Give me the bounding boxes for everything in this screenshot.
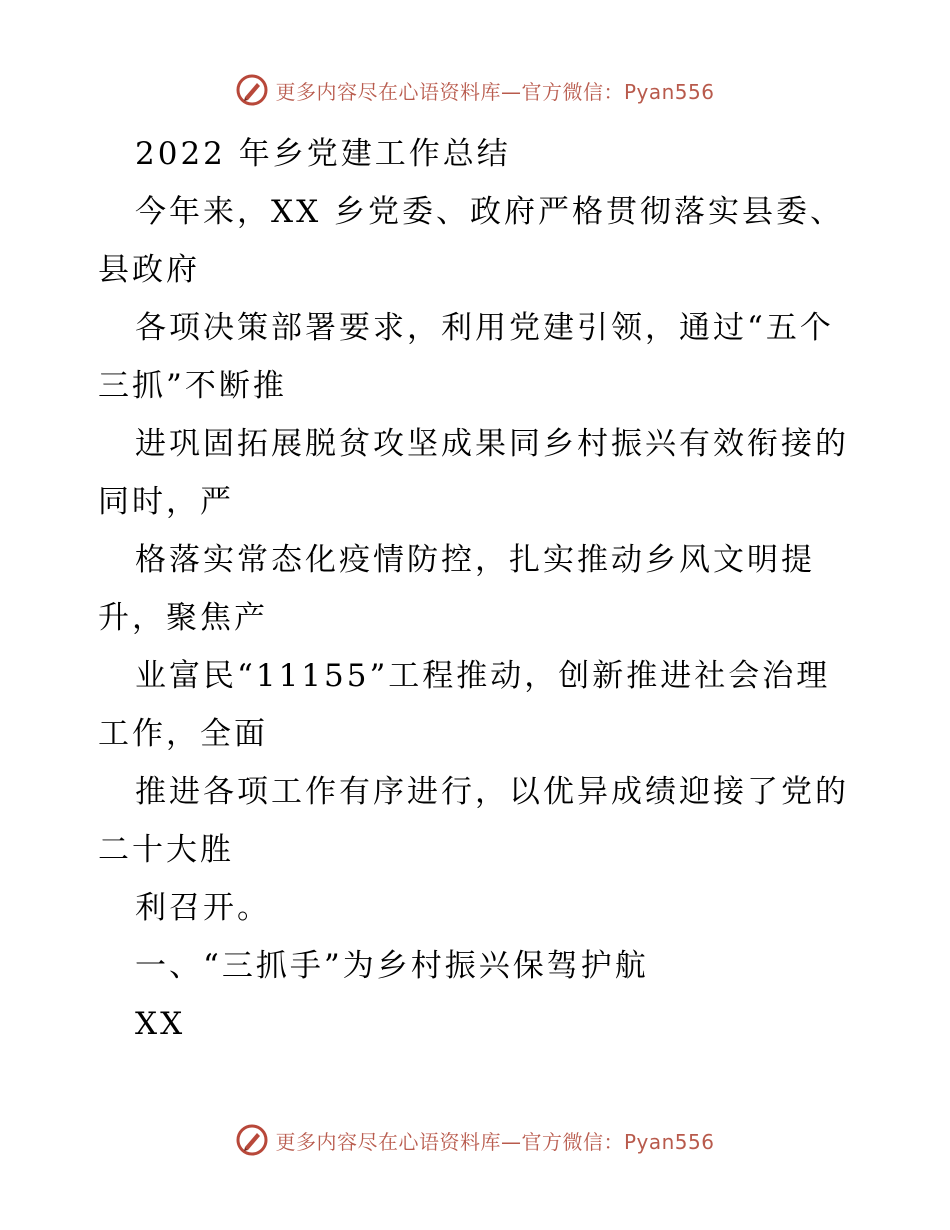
watermark-text: 更多内容尽在心语资料库—官方微信：Pyan556 bbox=[275, 1129, 715, 1154]
pen-logo-icon bbox=[235, 73, 269, 107]
text-line: 工作，全面 bbox=[98, 716, 268, 752]
document-title: 2022 年乡党建工作总结 bbox=[135, 136, 511, 172]
text-line: 进巩固拓展脱贫攻坚成果同乡村振兴有效衔接的 bbox=[135, 426, 849, 462]
document-body bbox=[98, 125, 858, 1053]
text-line: 今年来，XX 乡党委、政府严格贯彻落实县委、 bbox=[135, 194, 844, 230]
text-line: 升，聚焦产 bbox=[98, 600, 268, 636]
text-line: 县政府 bbox=[98, 252, 200, 288]
text-line: 业富民“11155”工程推动，创新推进社会治理 bbox=[135, 658, 831, 694]
text-line: 一、“三抓手”为乡村振兴保驾护航 bbox=[135, 948, 649, 984]
text-line: XX bbox=[135, 1006, 186, 1042]
watermark-text: 更多内容尽在心语资料库—官方微信：Pyan556 bbox=[275, 79, 715, 104]
text-line: 各项决策部署要求，利用党建引领，通过“五个 bbox=[135, 310, 834, 346]
text-line: 二十大胜 bbox=[98, 832, 234, 868]
text-line: 推进各项工作有序进行，以优异成绩迎接了党的 bbox=[135, 774, 849, 810]
footer-watermark-banner bbox=[0, 1120, 950, 1160]
text-line: 格落实常态化疫情防控，扎实推动乡风文明提 bbox=[135, 542, 815, 578]
pen-logo-icon bbox=[235, 1123, 269, 1157]
text-line: 利召开。 bbox=[135, 890, 271, 926]
text-line: 同时，严 bbox=[98, 484, 234, 520]
text-line: 三抓”不断推 bbox=[98, 368, 287, 404]
header-watermark-banner bbox=[0, 70, 950, 110]
